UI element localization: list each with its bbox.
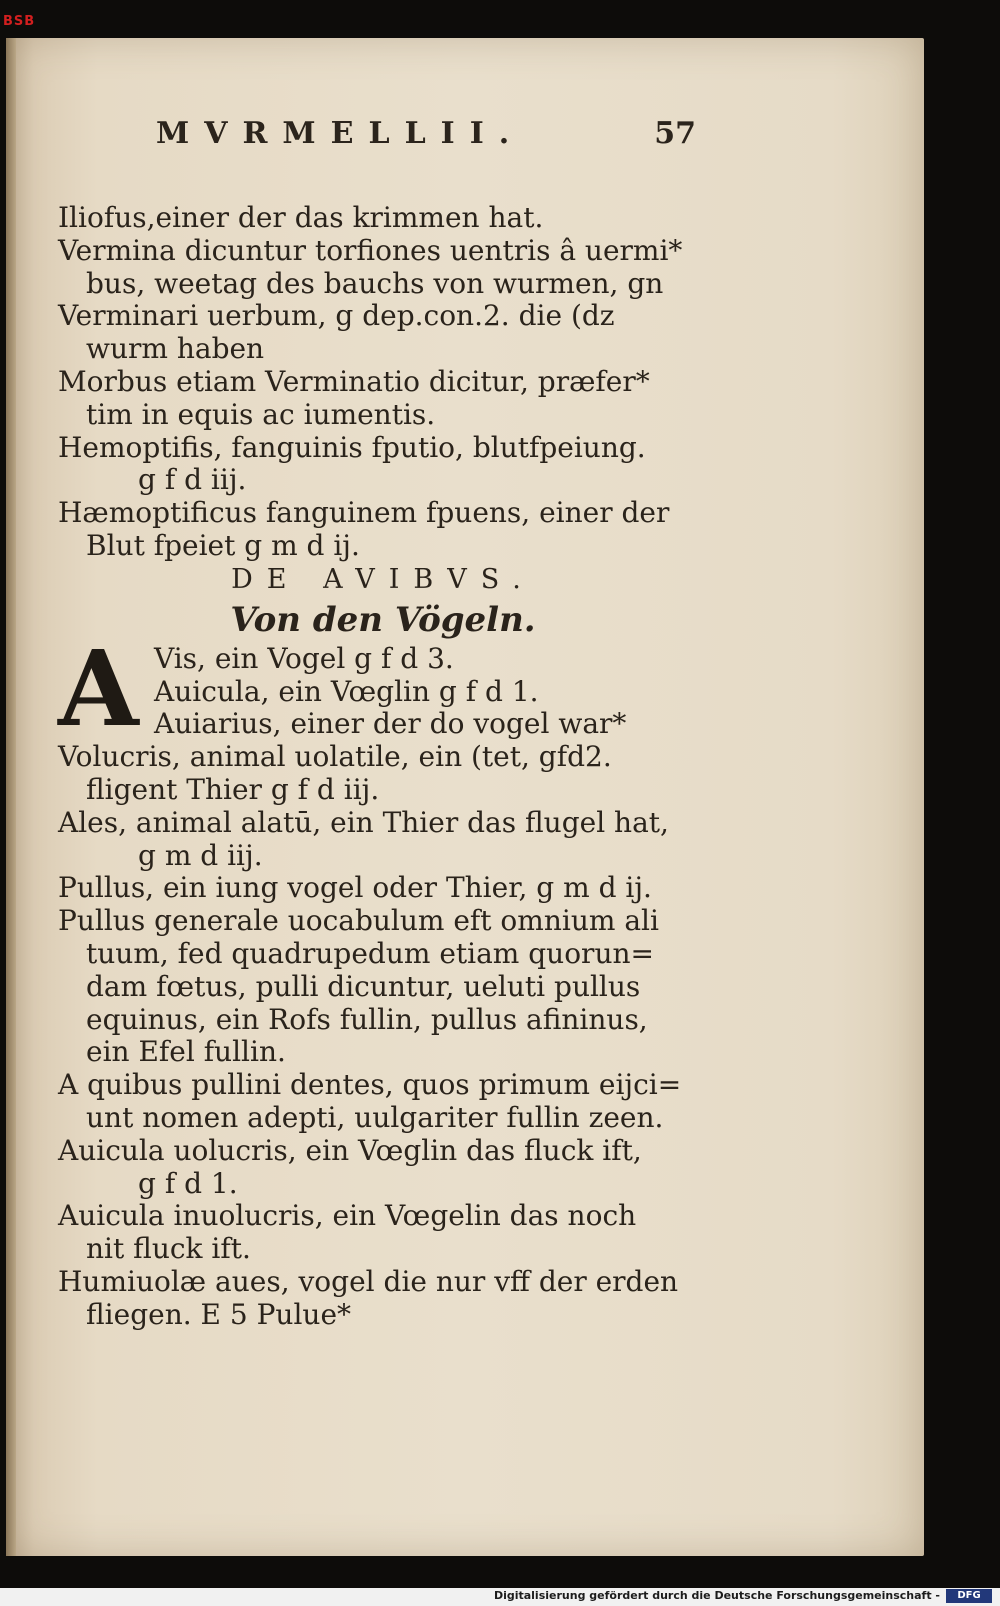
text-line: dam fœtus, pulli dicuntur, ueluti pullus <box>86 969 641 1003</box>
text-line: Auicula uolucris, ein Vœglin das fluck ift, <box>58 1133 642 1167</box>
text-line: fligent Thier g f d iij. <box>86 772 380 806</box>
library-watermark: BSB <box>3 14 36 29</box>
running-header <box>156 116 696 156</box>
text-line: Auiarius, einer der do vogel war* <box>154 707 627 741</box>
page-binding-edge <box>6 38 16 1556</box>
text-line: fliegen. E 5 Pulue* <box>86 1297 352 1331</box>
text-line: A quibus pullini dentes, quos primum eijci= <box>58 1068 682 1102</box>
text-line: Vis, ein Vogel g f d 3. <box>154 641 454 675</box>
text-line: Auicula, ein Vœglin g f d 1. <box>154 674 539 708</box>
text-line: Pullus generale uocabulum eft omnium ali <box>58 904 659 938</box>
text-line: Iliofus,einer der das krimmen hat. <box>58 201 544 234</box>
text-line: Volucris, animal uolatile, ein (tet, gfd2. <box>58 740 612 774</box>
text-line: Verminari uerbum, g dep.con.2. die (dz <box>58 299 615 333</box>
drop-cap-initial: A <box>58 626 139 750</box>
funding-credit: Digitalisierung gefördert durch die Deutsche Forschungsgemeinschaft - <box>493 1589 940 1602</box>
text-line: Humiuolæ aues, vogel die nur vff der erden <box>58 1264 679 1298</box>
section-subtitle: Von den Vögeln. <box>230 599 536 640</box>
drop-cap-block <box>58 626 708 750</box>
text-line: Vermina dicuntur torfiones uentris â uermi* <box>58 233 683 267</box>
text-line: Morbus etiam Verminatio dicitur, præfer* <box>58 364 650 398</box>
text-line: ein Efel fullin. <box>86 1035 286 1069</box>
text-line: equinus, ein Rofs fullin, pullus afininus, <box>86 1002 648 1036</box>
dfg-logo[interactable]: DFG <box>946 1589 992 1603</box>
text-line: Blut fpeiet g m d ij. <box>86 528 360 562</box>
running-title: MVRMELLII. <box>156 116 525 151</box>
text-line: nit fluck ift. <box>86 1232 251 1266</box>
text-line: tim in equis ac iumentis. <box>86 397 436 431</box>
text-line: Pullus, ein iung vogel oder Thier, g m d ij. <box>58 871 652 905</box>
text-line: Hæmoptificus fanguinem fpuens, einer der <box>58 496 670 530</box>
text-line: Auicula inuolucris, ein Vœgelin das noch <box>58 1199 637 1233</box>
page-number: 57 <box>654 116 696 151</box>
text-line: tuum, fed quadrupedum etiam quorun= <box>86 936 654 970</box>
text-line: g m d iij. <box>138 838 263 872</box>
text-line: g f d 1. <box>138 1166 238 1200</box>
section-title: DE AVIBVS. <box>231 563 535 595</box>
text-line: wurm haben <box>86 332 265 366</box>
text-line: Hemoptifis, fanguinis fputio, blutfpeiung. <box>58 430 646 464</box>
text-line: g f d iij. <box>138 463 247 497</box>
book-page <box>6 38 924 1556</box>
text-line: bus, weetag des bauchs von wurmen, gn <box>86 266 664 300</box>
text-line: unt nomen adepti, uulgariter fullin zeen. <box>86 1100 664 1134</box>
text-column <box>58 202 708 1332</box>
text-line: Ales, animal alatū, ein Thier das flugel hat, <box>58 805 669 839</box>
